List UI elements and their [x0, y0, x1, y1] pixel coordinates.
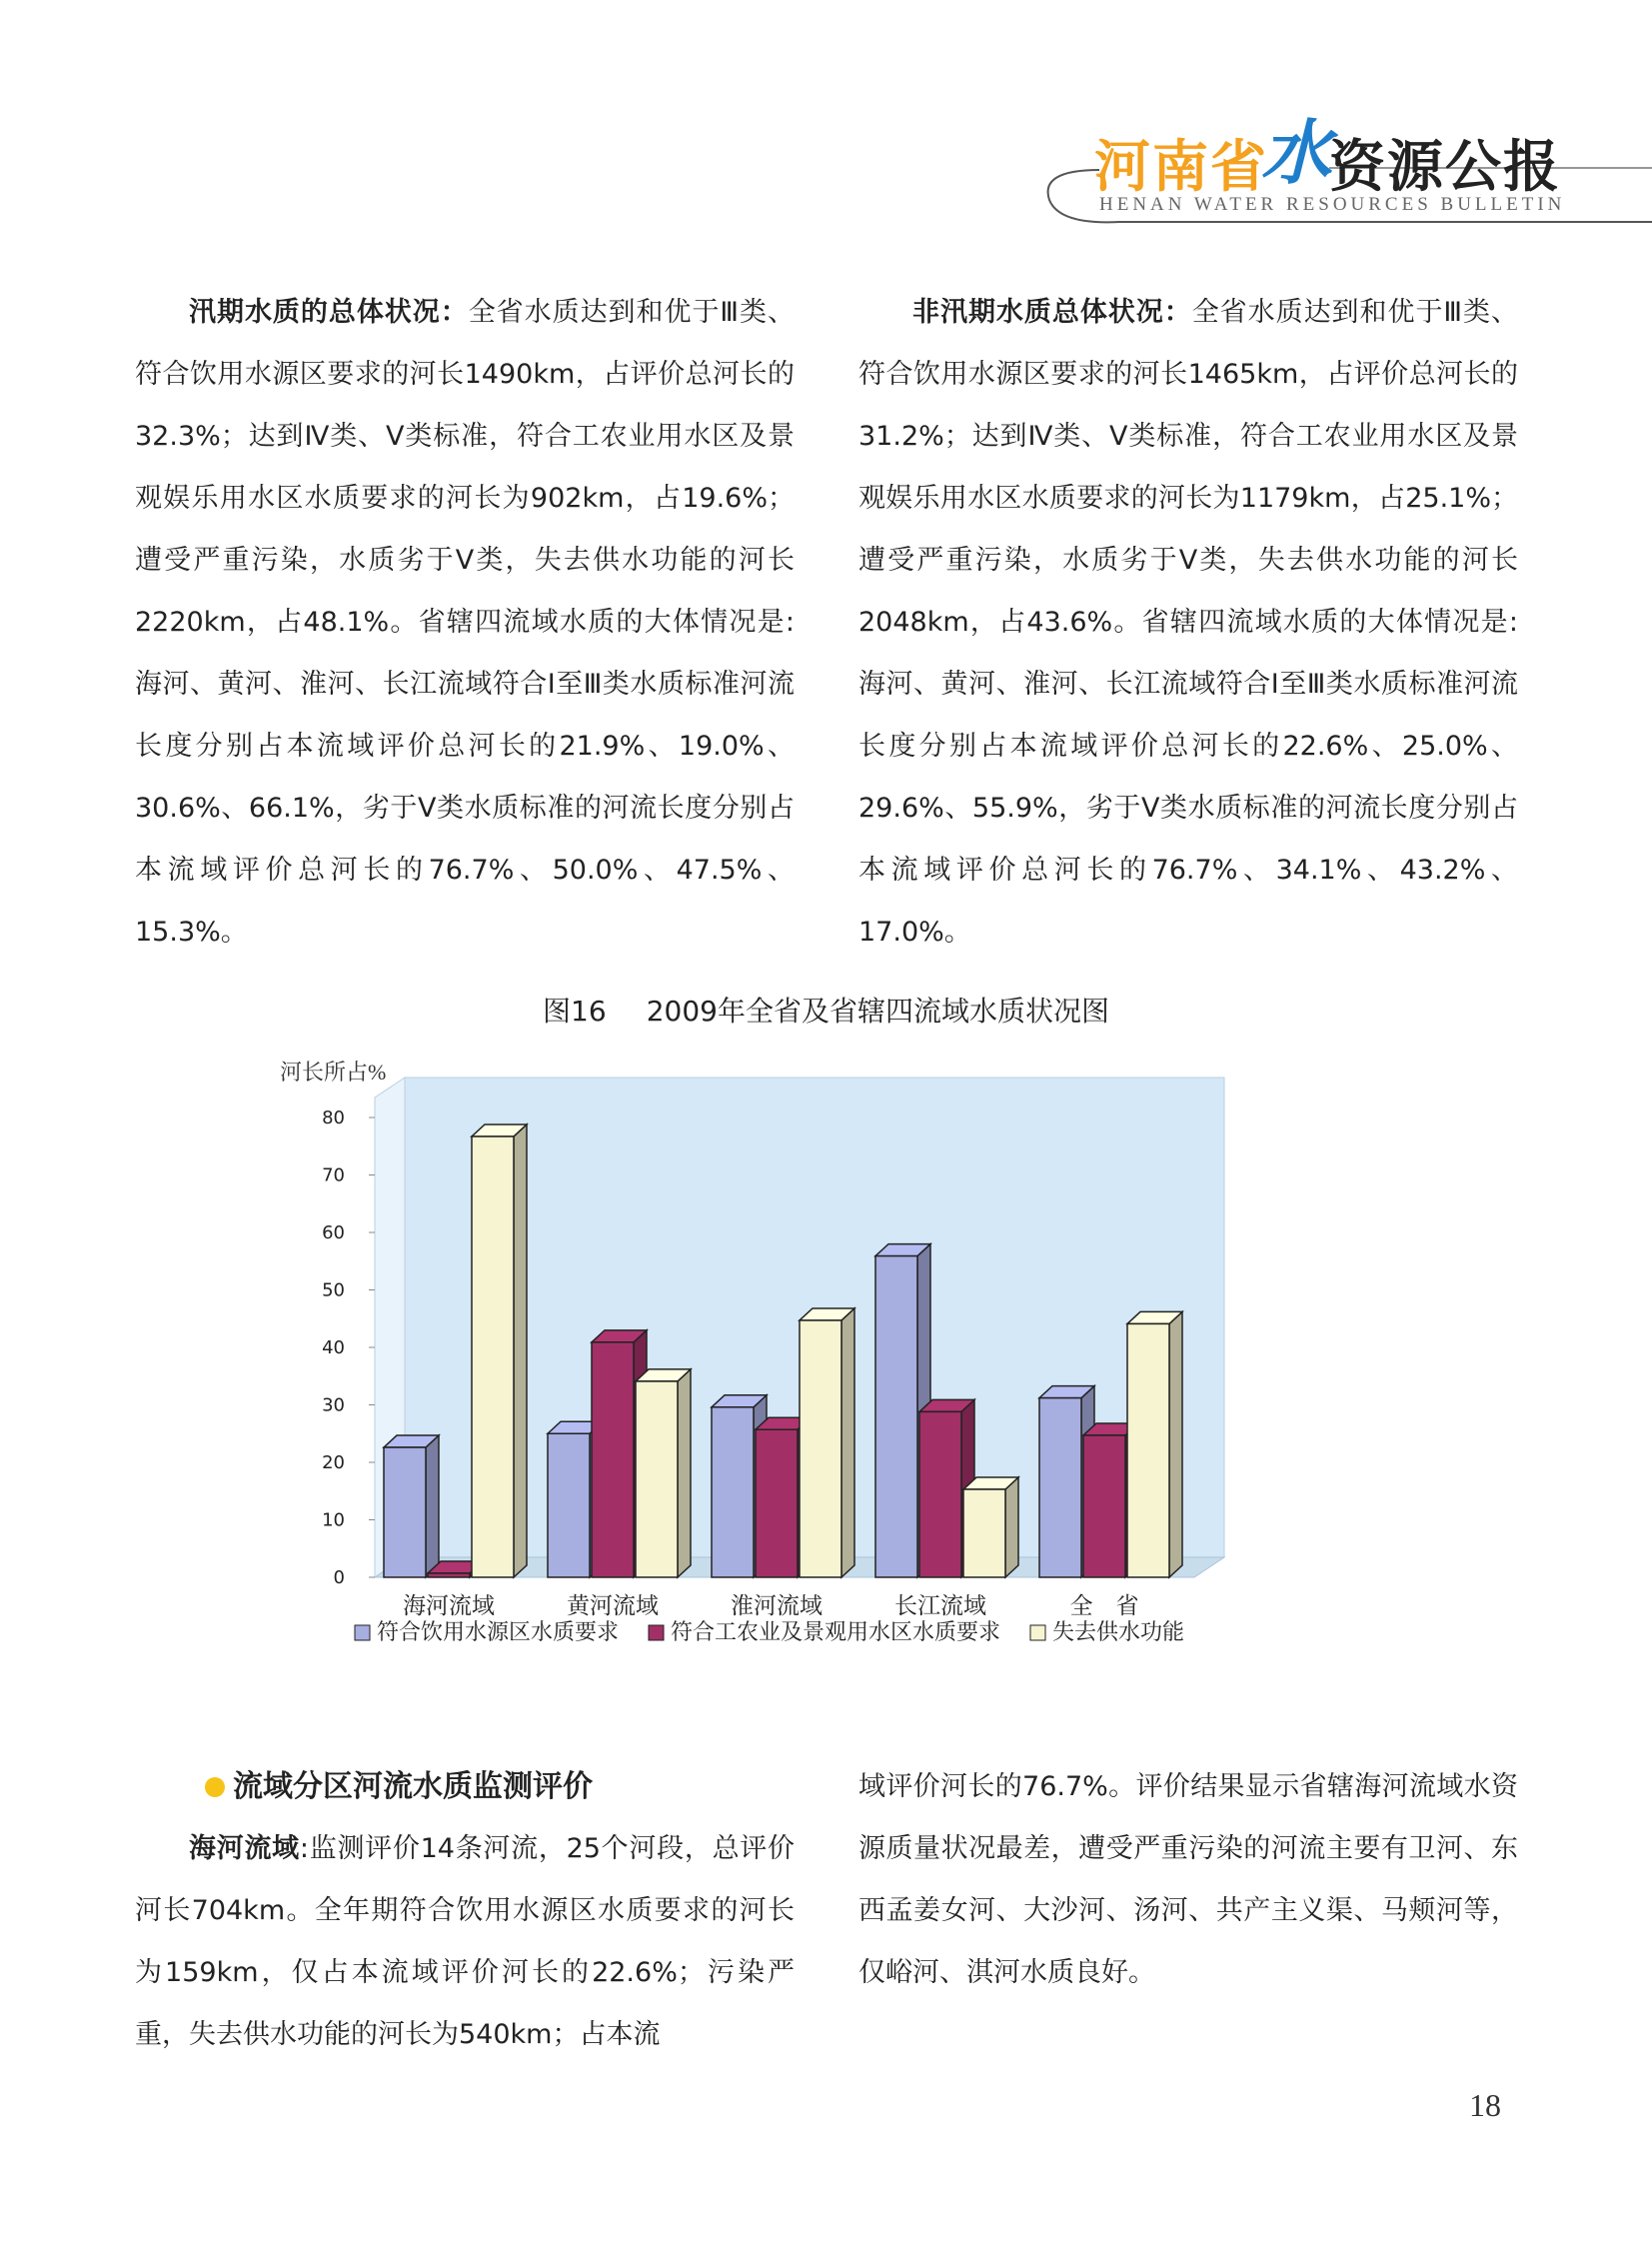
masthead-title-water: 水: [1261, 112, 1333, 194]
bar-side: [514, 1124, 527, 1577]
y-tick-label: 10: [322, 1509, 345, 1531]
flood-season-paragraph: [135, 282, 795, 964]
masthead-subtitle: HENAN WATER RESOURCES BULLETIN: [1099, 194, 1566, 215]
figure-title: 2009年全省及省辖四流域水质状况图: [646, 995, 1109, 1028]
basin-section-right-column: [858, 1756, 1518, 2004]
haihe-paragraph: [135, 1818, 795, 2066]
bar: [548, 1433, 590, 1577]
basin-section-left-column: [135, 1756, 795, 2066]
x-category-label: 长江流域: [894, 1593, 986, 1618]
x-category-label: 黄河流域: [567, 1593, 659, 1618]
masthead-title-right: 资源公报: [1329, 135, 1561, 200]
bar: [756, 1429, 798, 1577]
bar: [1039, 1398, 1081, 1577]
non-flood-season-lead: 非汛期水质总体状况：: [912, 297, 1192, 328]
legend-label: 失去供水功能: [1052, 1619, 1185, 1644]
bar: [384, 1447, 426, 1577]
figure-number: 图16: [543, 995, 607, 1028]
bar: [875, 1256, 917, 1577]
bar-side: [1169, 1311, 1182, 1577]
bar: [428, 1573, 470, 1577]
masthead-title-left: 河南省: [1094, 135, 1268, 200]
figure-caption: [0, 990, 1652, 1030]
bar: [472, 1136, 514, 1577]
haihe-body-left: :监测评价14条河流，25个河段，总评价河长704km。全年期符合饮用水源区水质要求的河长为159km，仅占本流域评价河长的22.6%；污染严重，失去供水功能的河长为540km；占本流: [135, 1833, 796, 2050]
x-category-label: 淮河流域: [731, 1593, 823, 1618]
legend-swatch: [649, 1625, 664, 1640]
bar: [592, 1342, 634, 1577]
y-tick-label: 20: [322, 1452, 345, 1473]
y-tick-label: 30: [322, 1394, 345, 1416]
bar-side: [841, 1308, 854, 1577]
page-number: 18: [1469, 2087, 1501, 2123]
bar-side: [678, 1369, 691, 1577]
basin-section-heading: 流域分区河流水质监测评价: [135, 1756, 795, 1818]
flood-season-body: 全省水质达到和优于Ⅲ类、符合饮用水源区要求的河长1490km，占评价总河长的32.3%；达到Ⅳ类、Ⅴ类标准，符合工农业用水区及景观娱乐用水区水质要求的河长为902km，占19.6%；遭受严重污染，水质劣于Ⅴ类，失去供水功能的河长2220km，占48.1%。省辖四流域水质的大体情况是:海河、黄河、淮河、长江流域符合Ⅰ至Ⅲ类水质标准河流长度分别占本流域评价总河长的21.9%、19.0%、30.6%、66.1%，劣于Ⅴ类水质标准的河流长度分别占本流域评价总河长的76.7%、50.0%、47.5%、15.3%。: [135, 297, 795, 948]
legend-swatch: [1030, 1625, 1045, 1640]
flood-season-lead: 汛期水质的总体状况：: [189, 297, 469, 328]
bar: [1127, 1323, 1169, 1577]
y-tick-label: 70: [322, 1164, 345, 1186]
masthead: [0, 0, 1652, 240]
water-quality-bar-chart: [250, 1050, 1399, 1689]
x-category-label: 全 省: [1069, 1593, 1139, 1618]
y-tick-label: 40: [322, 1337, 345, 1358]
flood-season-column: [135, 282, 795, 964]
y-tick-label: 0: [333, 1567, 345, 1588]
bar: [1083, 1435, 1125, 1577]
y-tick-label: 50: [322, 1279, 345, 1301]
non-flood-season-column: [858, 282, 1518, 964]
bar: [919, 1411, 961, 1577]
bar: [963, 1489, 1005, 1577]
bar-side: [1005, 1477, 1018, 1577]
bullet-dot-icon: [205, 1777, 225, 1797]
legend-label: 符合工农业及景观用水区水质要求: [671, 1619, 1001, 1644]
bar: [712, 1407, 754, 1577]
bar: [636, 1381, 678, 1577]
non-flood-season-paragraph: [858, 282, 1518, 964]
x-category-label: 海河流域: [403, 1593, 495, 1618]
haihe-lead: 海河流域: [189, 1833, 300, 1864]
non-flood-season-body: 全省水质达到和优于Ⅲ类、符合饮用水源区要求的河长1465km，占评价总河长的31.2%；达到Ⅳ类、Ⅴ类标准，符合工农业用水区及景观娱乐用水区水质要求的河长为1179km，占25.1%；遭受严重污染，水质劣于Ⅴ类，失去供水功能的河长2048km，占43.6%。省辖四流域水质的大体情况是:海河、黄河、淮河、长江流域符合Ⅰ至Ⅲ类水质标准河流长度分别占本流域评价总河长的22.6%、25.0%、29.6%、55.9%，劣于Ⅴ类水质标准的河流长度分别占本流域评价总河长的76.7%、34.1%、43.2%、17.0%。: [858, 297, 1518, 948]
y-tick-label: 80: [322, 1108, 345, 1128]
haihe-body-right: 域评价河长的76.7%。评价结果显示省辖海河流域水资源质量状况最差，遭受严重污染的河流主要有卫河、东西孟姜女河、大沙河、汤河、共产主义渠、马颊河等，仅峪河、淇河水质良好。: [858, 1771, 1518, 1988]
y-tick-label: 60: [322, 1222, 345, 1243]
y-axis-label: 河长所占%: [280, 1060, 387, 1085]
legend-swatch: [355, 1625, 370, 1640]
bar: [800, 1320, 841, 1577]
legend-label: 符合饮用水源区水质要求: [377, 1619, 620, 1644]
bar-side: [426, 1435, 439, 1577]
